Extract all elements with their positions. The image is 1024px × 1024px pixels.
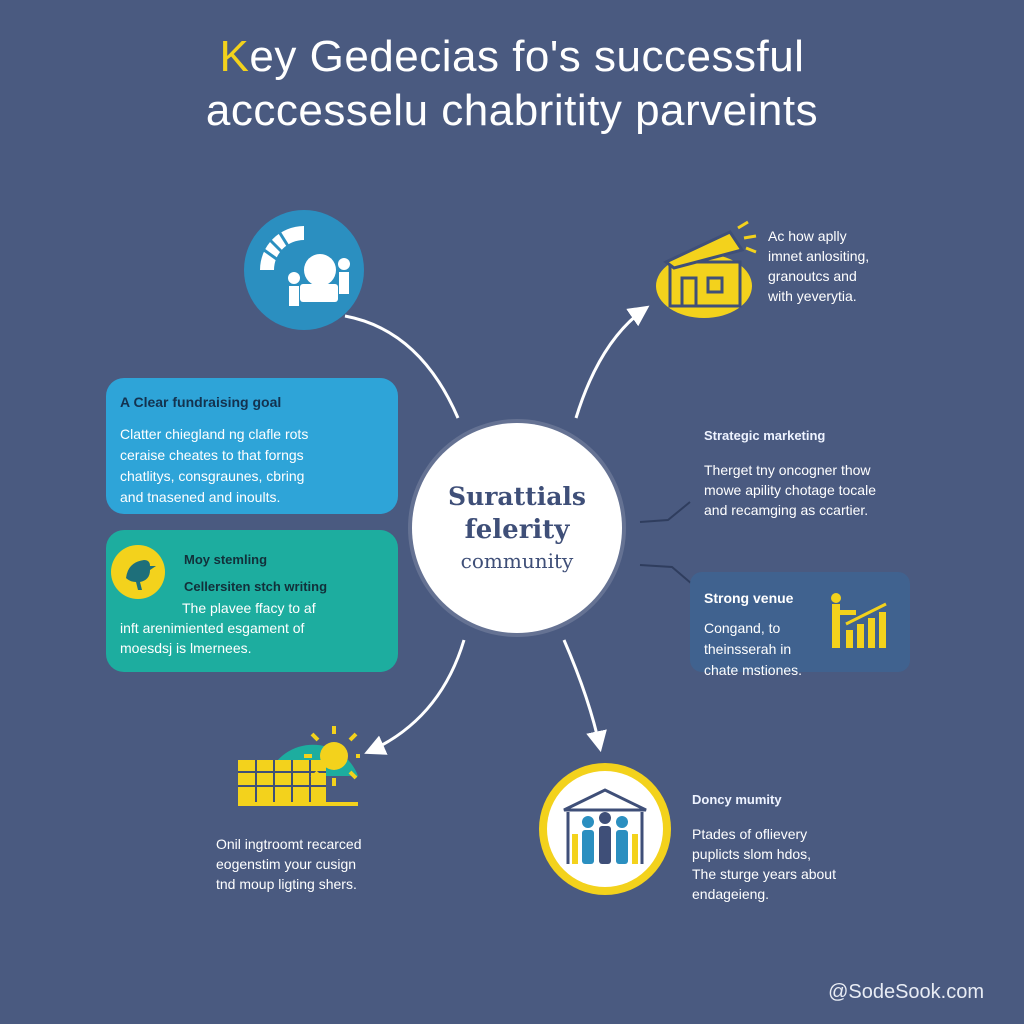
node-donor-community	[692, 790, 836, 904]
strategic-heading: Strategic marketing	[704, 428, 826, 443]
center-line-2: felerity	[464, 515, 570, 545]
line-to-venue	[640, 565, 692, 584]
top-right-line-2: imnet anlοsiting,	[768, 248, 870, 264]
globe-people-icon	[242, 208, 366, 332]
title-initial: K	[219, 32, 250, 81]
donor-heading: Doncy mumity	[692, 792, 782, 807]
fundraising-body	[120, 424, 384, 508]
arrow-to-top-right	[576, 308, 646, 418]
fundraising-line-4: and tnasened and inoults.	[120, 489, 281, 505]
bottom-left-line-1: Onil ingtroomt recarced	[216, 836, 362, 852]
strategic-line-3: and recamging as ccartier.	[704, 502, 869, 518]
fundraising-line-1: Clatter chiegland ng clafle rots	[120, 426, 309, 442]
bar-growth-icon	[826, 590, 892, 652]
fundraising-line-3: chatlitys, consgraunes, cbring	[120, 468, 305, 484]
center-hub	[412, 423, 622, 633]
storytelling-line-2: inft arenimiented esgament of	[120, 620, 305, 636]
bird-icon	[110, 544, 166, 600]
donor-line-2: puplicts slom hdos,	[692, 846, 812, 862]
donor-line-4: endageieng.	[692, 886, 770, 902]
arrow-to-bottom-right	[564, 640, 600, 748]
card-fundraising-goal	[106, 378, 398, 514]
megaphone-house-icon	[652, 220, 762, 320]
fundraising-heading: A Clear fundraising goal	[120, 394, 282, 410]
venue-line-3: chate mstiones.	[704, 662, 803, 678]
node-strategic-marketing	[704, 426, 876, 520]
strategic-line-2: mowe apility chotage tocale	[704, 482, 876, 498]
credit-text: @SodeSook.com	[828, 981, 984, 1003]
line-to-strategic	[640, 502, 690, 522]
top-right-line-3: granoutcs and	[768, 268, 857, 284]
bottom-left-line-2: eogenstim your cusign	[216, 856, 357, 872]
building-sun-icon	[238, 716, 362, 808]
bottom-left-line-3: tnd moup ligting shers.	[216, 876, 357, 892]
storytelling-heading-2: Cellersiten stch writing	[184, 579, 328, 594]
venue-line-1: Congand, to	[704, 620, 781, 636]
storytelling-heading-1: Moy stemling	[184, 552, 268, 567]
storytelling-line-1: The plavee ffacy to af	[182, 600, 316, 616]
storytelling-body	[120, 598, 378, 658]
center-line-3: community	[460, 549, 574, 573]
donor-line-1: Ptades of oflievery	[692, 826, 808, 842]
center-line-1: Surattials	[448, 482, 586, 511]
donor-line-3: The sturge years about	[692, 866, 836, 882]
node-top-right-text	[768, 226, 869, 306]
storytelling-line-3: moesdsj is lmernees.	[120, 640, 252, 656]
venue-heading: Strong venue	[704, 590, 794, 606]
people-pavilion-icon	[536, 760, 674, 898]
venue-line-2: theinsserah in	[704, 641, 792, 657]
title-line-1-rest: ey Gedecias fo's successful	[249, 32, 805, 81]
top-right-line-4: with yeverytia.	[768, 288, 857, 304]
node-bottom-left-text	[216, 834, 362, 894]
fundraising-line-2: ceraise cheates to that forngs	[120, 447, 304, 463]
strategic-line-1: Therget tny oncogner thow	[704, 462, 871, 478]
top-right-line-1: Ac how aplly	[768, 228, 847, 244]
title-line-2: acccesselu chabritity parveints	[205, 86, 819, 135]
